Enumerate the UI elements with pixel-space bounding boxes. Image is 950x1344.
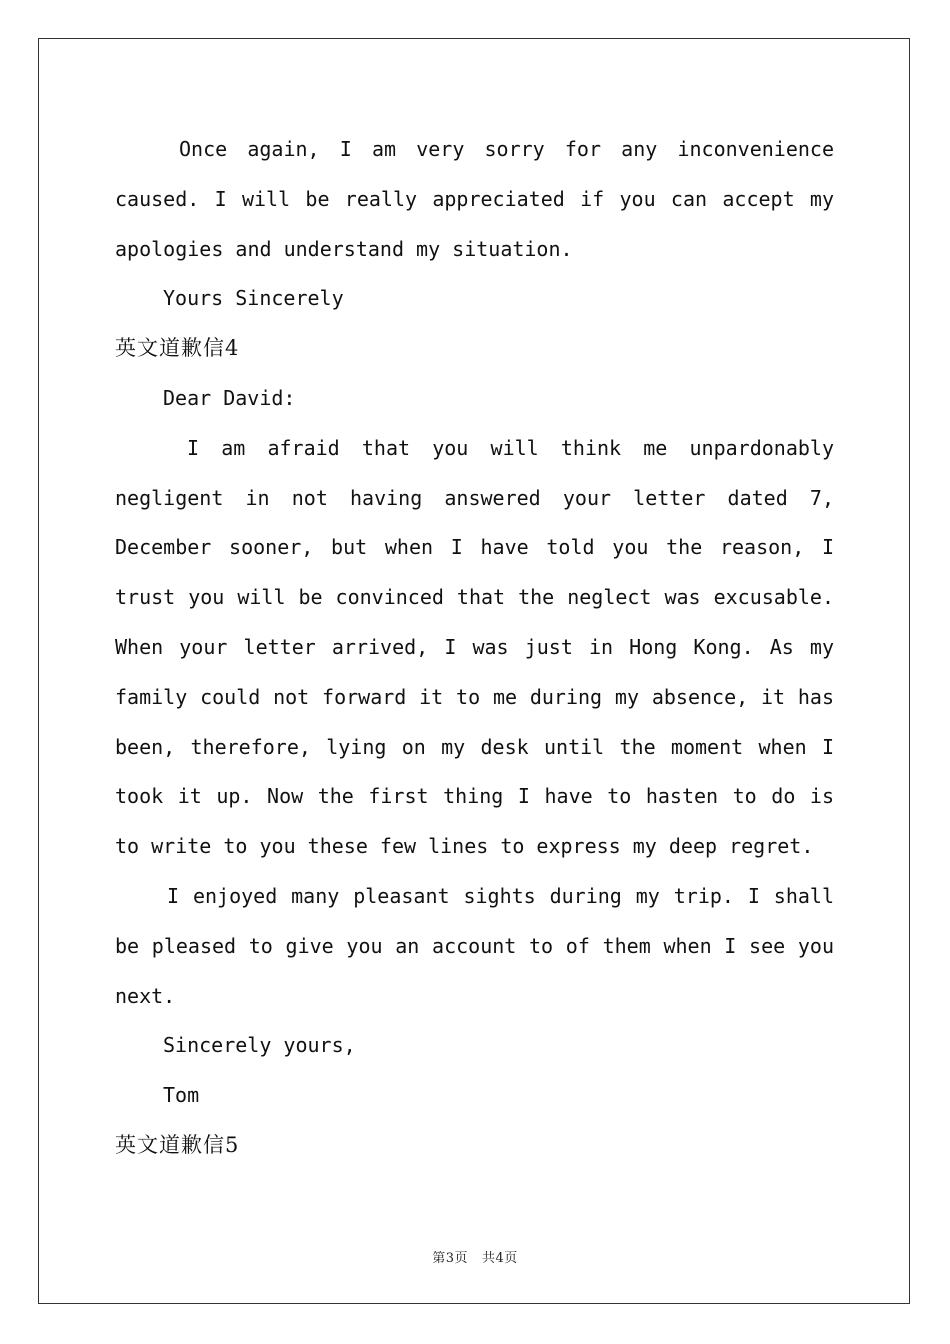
page-total: 共4页: [482, 1251, 518, 1266]
document-body: [115, 125, 834, 1171]
signature: Tom: [163, 1083, 200, 1108]
paragraph-apology-closing: Once again, I am very sorry for any inconvenience caused. I will be really appreciated if you can accept my apologies and understand my situation.: [115, 137, 834, 261]
page-number: 第3页: [432, 1251, 468, 1266]
paragraph-main-apology: I am afraid that you will think me unpardonably negligent in not having answered your letter dated 7, December sooner, but when I have told you the reason, I trust you will be convinced that the neglect was excusable. When your letter arrived, I was just in Hong Kong. As my family could not forward it to me during my absence, it has been, therefore, lying on my desk until the moment when I took it up. Now the first thing I have to hasten to do is to write to you these few lines to express my deep regret.: [115, 435, 834, 859]
page-footer: [0, 1247, 950, 1266]
closing-sincerely-yours: Sincerely yours,: [163, 1033, 356, 1058]
paragraph-trip: I enjoyed many pleasant sights during my trip. I shall be pleased to give you an account to of them when I see you next.: [115, 883, 834, 1008]
closing-yours-sincerely: Yours Sincerely: [163, 286, 344, 311]
section-heading-letter-4: 英文道歉信4: [115, 336, 240, 361]
section-heading-letter-5: 英文道歉信5: [115, 1132, 240, 1157]
salutation: Dear David:: [163, 385, 296, 410]
